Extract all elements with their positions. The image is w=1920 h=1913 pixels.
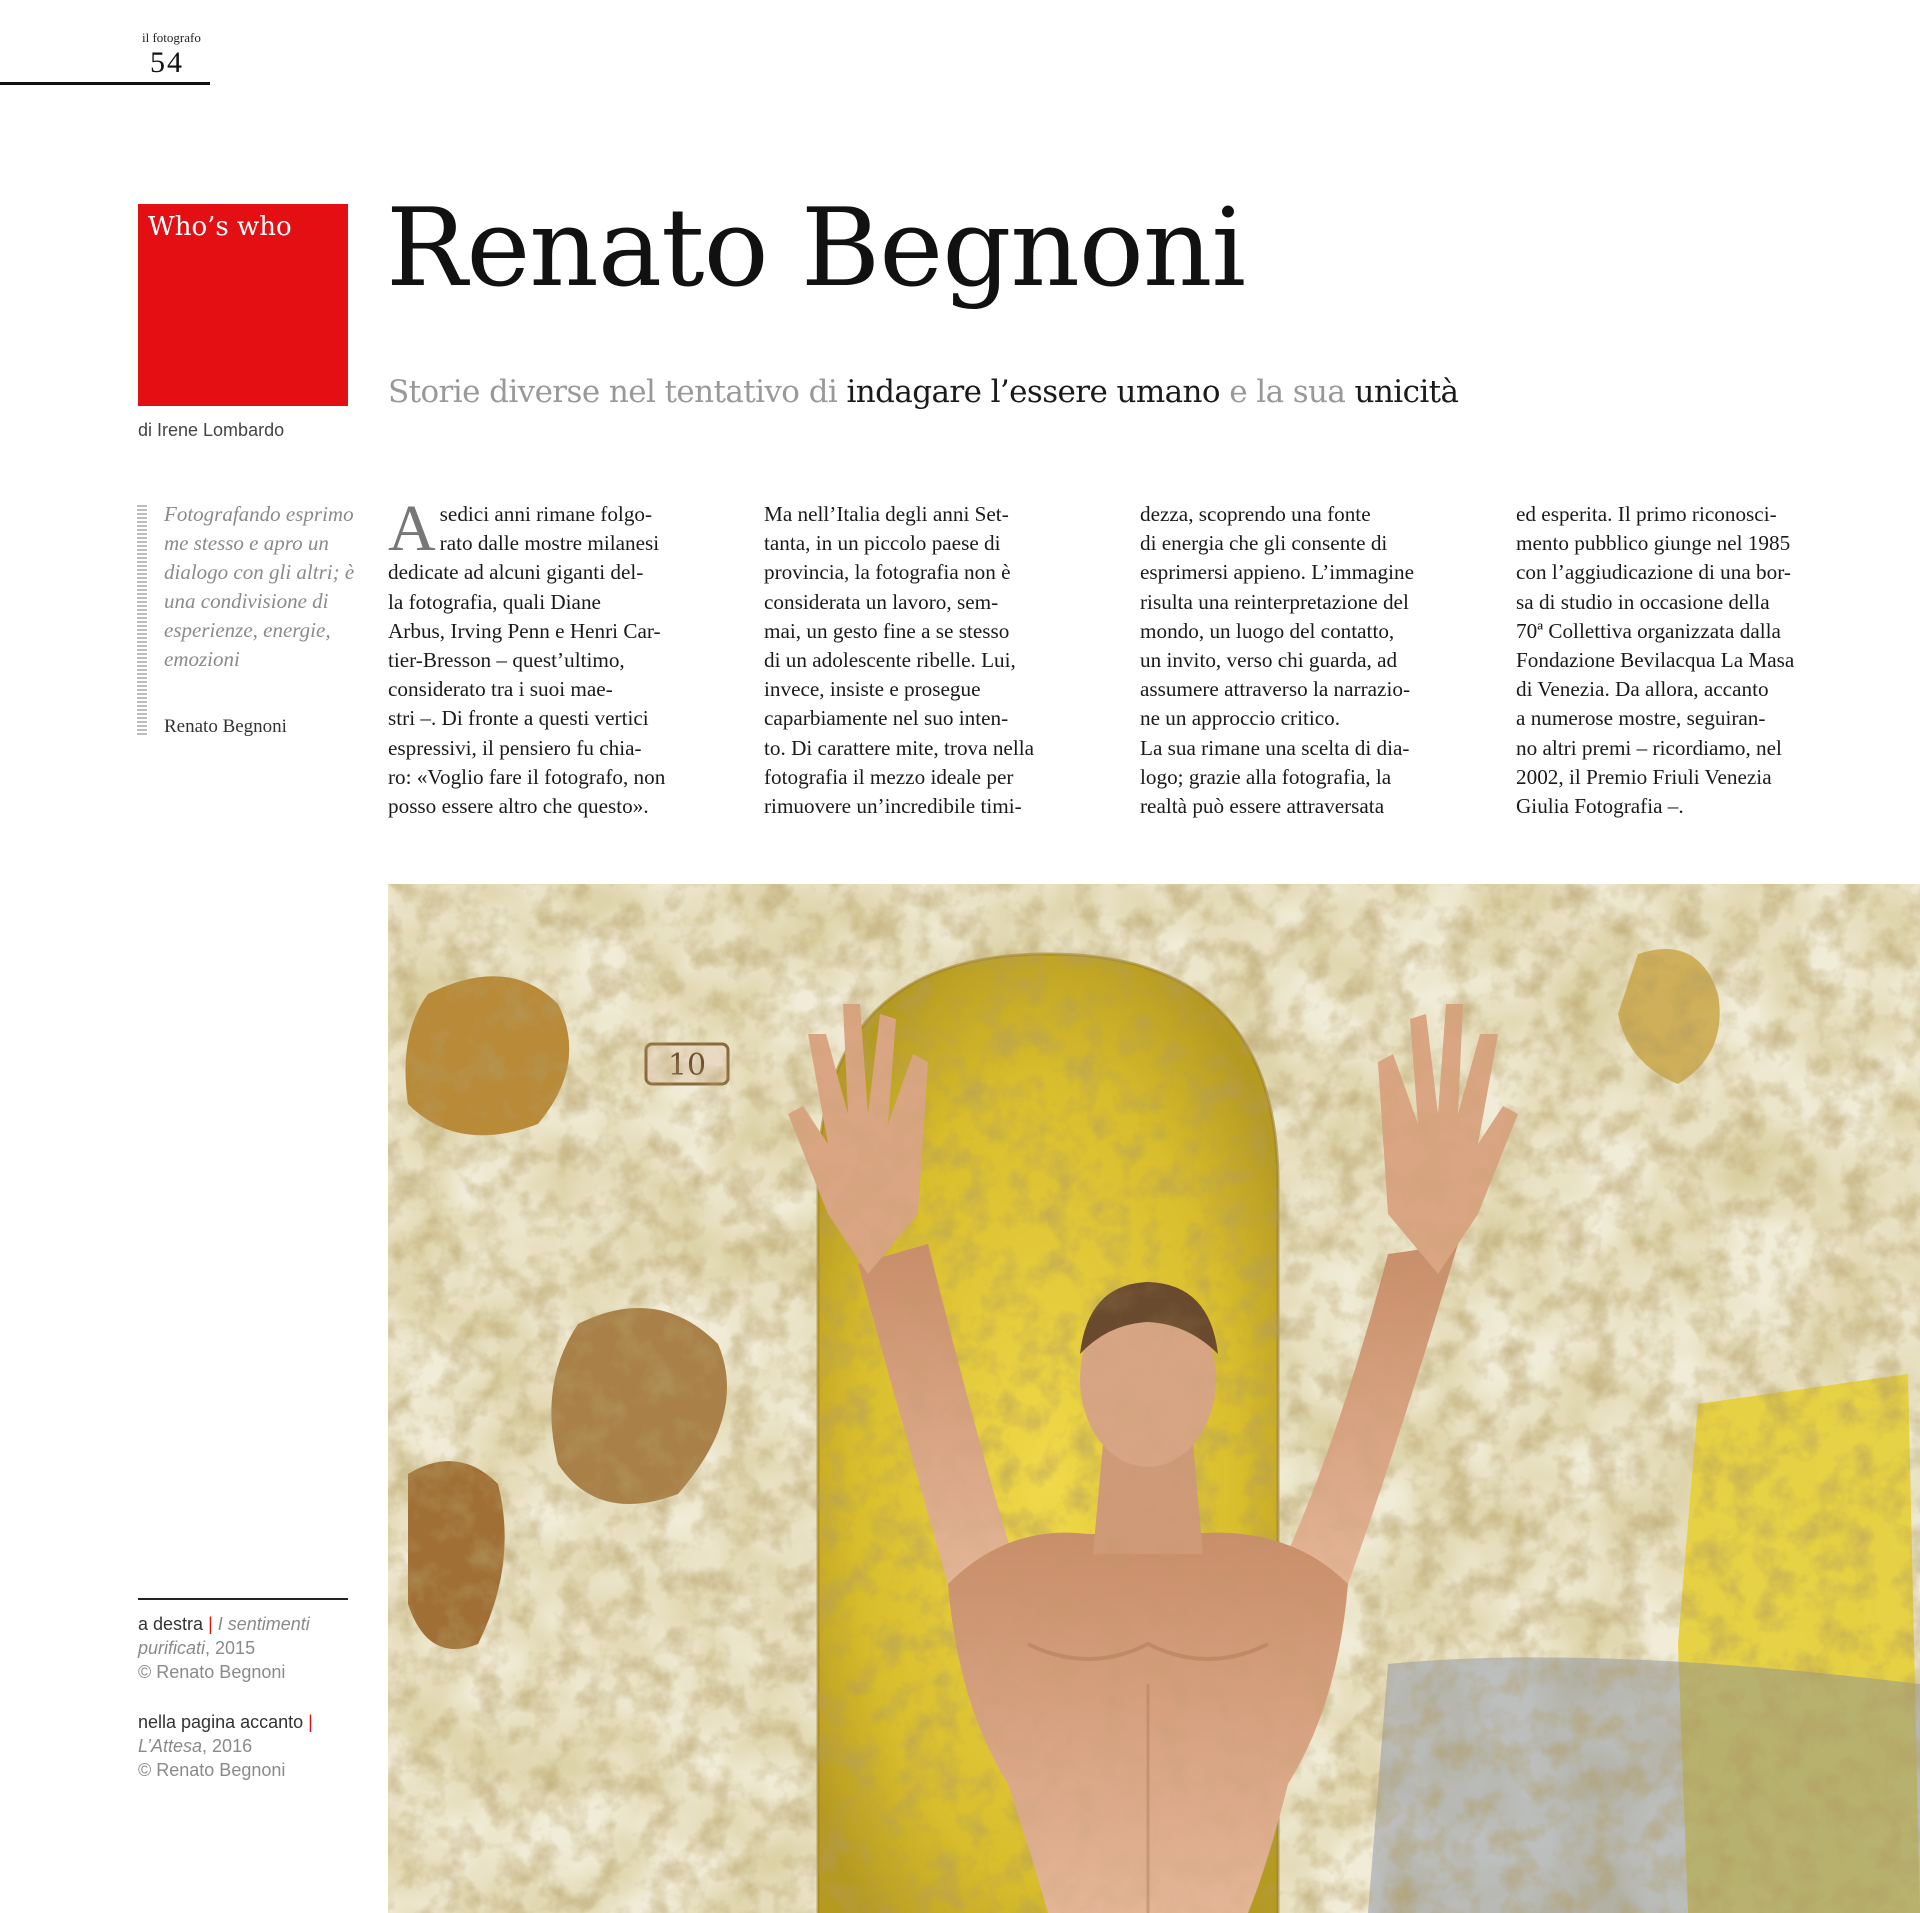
header-rule (0, 82, 210, 85)
caption-separator: | (208, 1614, 213, 1634)
caption-year: , 2015 (205, 1638, 256, 1658)
text-line: Arbus, Irving Penn e Henri Car- (388, 618, 661, 643)
caption-rule (138, 1598, 348, 1600)
text-line: 2002, il Premio Friuli Venezia (1516, 764, 1772, 789)
figure-texture (388, 884, 1920, 1913)
drop-cap: A (388, 492, 436, 565)
text-line: risulta una reinterpretazione del (1140, 589, 1409, 614)
subtitle-part-4: unicità (1354, 374, 1459, 410)
text-line: tier-Bresson – quest’ultimo, (388, 648, 625, 673)
article-column-4 (1516, 500, 1852, 821)
section-tag-box (138, 204, 348, 406)
caption-label: a destra (138, 1614, 204, 1634)
text-line: assumere attraverso la narrazio- (1140, 677, 1410, 702)
text-line: sa di studio in occasione della (1516, 589, 1770, 614)
caption-work-title: I sentimenti purificati (138, 1614, 310, 1658)
photo-caption-1 (138, 1612, 348, 1684)
text-line: la fotografia, quali Diane (388, 589, 601, 614)
photo-caption-2 (138, 1710, 348, 1782)
text-line: 70ª Collettiva organizzata dalla (1516, 618, 1781, 643)
caption-label: nella pagina accanto (138, 1712, 304, 1732)
text-line: sedici anni rimane folgo- (439, 502, 653, 526)
pull-quote-author: Renato Begnoni (164, 716, 287, 737)
caption-work-title: L’Attesa (138, 1736, 203, 1756)
byline: di Irene Lombardo (138, 420, 285, 440)
text-line: di Venezia. Da allora, accanto (1516, 677, 1769, 702)
subtitle-part-2: indagare l’essere umano (846, 374, 1220, 410)
text-line: rimuovere un’incredibile timi- (764, 794, 1022, 819)
text-line: Ma nell’Italia degli anni Set- (764, 502, 1009, 526)
pull-quote: Fotografando esprimo me stesso e apro un dialogo con gli altri; è una condivisione di esperienze, energie, emozioni (164, 502, 355, 671)
text-line: di un adolescente ribelle. Lui, (764, 648, 1016, 673)
text-line: con l’aggiudicazione di una bor- (1516, 560, 1791, 585)
text-line: mento pubblico giunge nel 1985 (1516, 531, 1791, 556)
article-column-2 (764, 500, 1100, 821)
section-tag: Who’s who (148, 212, 292, 242)
text-line: di energia che gli consente di (1140, 531, 1388, 556)
article-column-1 (388, 492, 724, 821)
caption-credit: © Renato Begnoni (138, 1760, 286, 1780)
subtitle-part-3: e la sua (1229, 374, 1346, 410)
text-line: to. Di carattere mite, trova nella (764, 735, 1035, 760)
text-line: stri –. Di fronte a questi vertici (388, 706, 649, 731)
photo-artwork (388, 884, 1920, 1913)
text-line: a numerose mostre, seguiran- (1516, 706, 1766, 731)
text-line: realtà può essere attraversata (1140, 794, 1385, 819)
article-title: Renato Begnoni (386, 186, 1246, 311)
text-line: fotografia il mezzo ideale per (764, 764, 1014, 789)
text-line: un invito, verso chi guarda, ad (1140, 648, 1398, 673)
caption-year: , 2016 (202, 1736, 253, 1756)
text-line: rato dalle mostre milanesi (439, 531, 660, 556)
text-line: ro: «Voglio fare il fotografo, non (388, 764, 666, 789)
text-line: ed esperita. Il primo riconosci- (1516, 502, 1777, 526)
text-line: La sua rimane una scelta di dia- (1140, 735, 1410, 760)
text-line: invece, insiste e prosegue (764, 677, 981, 702)
text-line: no altri premi – ricordiamo, nel (1516, 735, 1782, 760)
feature-photograph (388, 884, 1920, 1913)
text-line: Giulia Fotografia –. (1516, 794, 1684, 819)
text-line: dedicate ad alcuni giganti del- (388, 560, 644, 585)
page-number: 54 (150, 46, 184, 79)
article-column-3 (1140, 500, 1476, 821)
text-line: logo; grazie alla fotografia, la (1140, 764, 1392, 789)
text-line: ne un approccio critico. (1140, 706, 1341, 731)
text-line: Fondazione Bevilacqua La Masa (1516, 648, 1795, 673)
text-line: considerato tra i suoi mae- (388, 677, 613, 702)
text-line: dezza, scoprendo una fonte (1140, 502, 1371, 526)
caption-credit: © Renato Begnoni (138, 1662, 286, 1682)
subtitle-part-1: Storie diverse nel tentativo di (388, 374, 838, 410)
caption-separator: | (308, 1712, 313, 1732)
text-line: tanta, in un piccolo paese di (764, 531, 1001, 556)
magazine-name: il fotografo (142, 30, 201, 45)
quote-bar (137, 505, 147, 737)
text-line: provincia, la fotografia non è (764, 560, 1011, 585)
text-line: espressivi, il pensiero fu chia- (388, 735, 642, 760)
article-subtitle (388, 374, 1458, 410)
text-line: mai, un gesto fine a se stesso (764, 618, 1010, 643)
text-line: considerata un lavoro, sem- (764, 589, 999, 614)
text-line: caparbiamente nel suo inten- (764, 706, 1009, 731)
text-line: mondo, un luogo del contatto, (1140, 618, 1395, 643)
text-line: esprimersi appieno. L’immagine (1140, 560, 1414, 585)
text-line: posso essere altro che questo». (388, 794, 649, 819)
